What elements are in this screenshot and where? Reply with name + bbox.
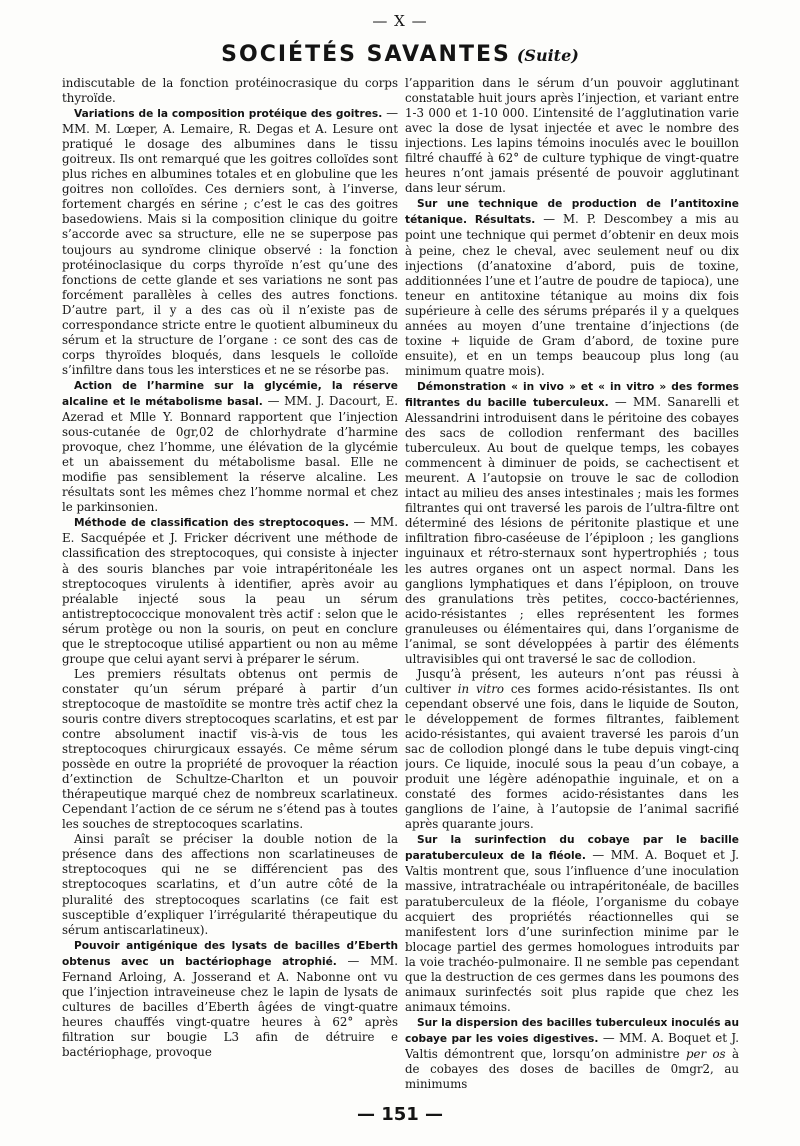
text-run: — MM. A. Boquet et J. Valtis démontrent que, lorsqu’on administre <box>405 1030 739 1061</box>
article-heading: Sur la surinfection du cobaye par le bacille paratuberculeux de la fléole. <box>405 834 739 863</box>
article-body: — MM. Sanarelli et Alessandrini introduisent dans le péritoine des cobayes des sacs de collodion renfermant des bacilles tuberculeux. Au bout de quelque temps, les cobayes commencent à diminuer de poids, se cachectisent et meurent. A l’autopsie on trouve le sac de collodion intact au milieu des anses intestinales ; mais les formes filtrantes qui ont traversé les parois de l’ultra-filtre ont déterminé des lésions de péritonite plastique et une infiltration fibro-caséeuse de l’épiploon ; les ganglions inguinaux et rétro-sternaux sont hypertrophiés ; tous les autres organes ont un aspect normal. Dans les ganglions lymphatiques et dans l’épiploon, on trouve des granulations très petites, cocco-bactériennes, acido-résistantes ; elles représentent les formes granuleuses ou élémentaires qui, dans l’organisme de l’animal, se sont développées à partir des éléments ultravisibles qui ont traversé le sac de collodion. <box>405 394 739 666</box>
article-body: — MM. A. Boquet et J. Valtis montrent que, sous l’influence d’une inoculation massive, intratrachéale ou intrapéritonéale, de bacilles paratuberculeux de la fléole, l’organisme du cobaye acquiert des propriétés réactionnelles qui se manifestent lors d’une surinfection minime par le blocage partiel des germes homologues introduits par la voie trachéo-pulmonaire. Il ne semble pas cependant que la destruction de ces germes dans les poumons des animaux surinfectés soit plus rapide que chez les animaux témoins. <box>405 848 739 1014</box>
article-surinfection <box>405 832 739 1015</box>
article-heading: Action de l’harmine sur la glycémie, la réserve alcaline et le métabolisme basal. <box>62 379 398 408</box>
left-column <box>62 76 398 1096</box>
article-eberth <box>62 938 398 1060</box>
page-number: — 151 — <box>356 1104 444 1125</box>
article-streptocoques <box>62 515 398 666</box>
paragraph: l’apparition dans le sérum d’un pouvoir agglutinant constatable huit jours après l’injection, et variant entre 1-3 000 et 1-10 000. L’intensité de l’agglutination varie avec la dose de lysat injectée et avec le nombre des injections. Les lapins témoins inoculés avec le bouillon filtré chauffé à 62° de culture typhique de vingt-quatre heures n’ont jamais présenté de pouvoir agglutinant dans leur sérum. <box>405 76 739 196</box>
article-body: — MM. M. Lœper, A. Lemaire, R. Degas et A. Lesure ont pratiqué le dosage des albumines dans le tissu goitreux. Ils ont remarqué que les goitres colloïdes sont plus riches en albumines totales et en globuline que les goitres non colloïdes. Ces derniers sont, à l’inverse, fortement chargés en sérine ; c’est le cas des goitres basedowiens. Mais si la composition clinique du goitre s’accorde avec sa structure, elle ne se superpose pas toujours au syndrome clinique observé : la fonction protéinoclasique du corps thyroïde n’est qu’une des fonctions de cette glande et ses variations ne sont pas forcément parallèles à celles des autres fonctions. D’autre part, il y a des cas où il n’existe pas de correspondance stricte entre le quotient albumineux du sérum et la structure de l’organe : ce sont des cas de corps thyroïdes bloqués, dans lesquels le colloïde s’infiltre dans tous les interstices et ne se résorbe pas. <box>62 106 398 377</box>
italic-text: per os <box>685 1047 726 1061</box>
article-formes-filtrantes <box>405 379 739 667</box>
right-column <box>405 76 739 1096</box>
section-title <box>0 42 800 67</box>
article-antitoxine <box>405 196 739 379</box>
section-title-suite: (Suite) <box>516 46 579 65</box>
article-heading: Démonstration « in vivo » et « in vitro » des formes filtrantes du bacille tuberculeux. <box>405 380 739 409</box>
section-title-text: SOCIÉTÉS SAVANTES <box>221 42 511 67</box>
text-run: Jusqu’à présent, les auteurs n’ont pas réussi à cultiver <box>405 666 739 696</box>
text-run: à de cobayes des doses de bacilles de 0mgr2, au minimums <box>405 1047 739 1092</box>
article-heading: Variations de la composition protéique des goitres. <box>74 108 383 121</box>
paragraph <box>405 667 739 833</box>
article-heading: Pouvoir antigénique des lysats de bacilles d’Eberth obtenus avec un bactériophage atrophié. <box>62 939 398 968</box>
article-body: — MM. J. Dacourt, E. Azerad et Mlle Y. Bonnard rapportent que l’injection sous-cutanée de 0gr,02 de chlorhydrate d’harmine provoque, chez l’homme, une élévation de la glycémie et un abaissement du métabolisme basal. Elle ne modifie pas sensiblement la réserve alcaline. Les résultats sont les mêmes chez l’homme normal et chez le parkinsonien. <box>62 393 398 515</box>
text-run: ces formes acido-résistantes. Ils ont cependant observé une fois, dans le liquide de Souton, le développement de formes filtrantes, faiblement acido-résistantes, qui avaient traversé les parois d’un sac de collodion plongé dans le tube depuis vingt-cinq jours. Ce liquide, inoculé sous la peau d’un cobaye, a produit une légère adénopathie inguinale, et on a constaté des formes acido-résistantes dans les ganglions de l’aine, à l’autopsie de l’animal sacrifié après quarante jours. <box>405 681 739 832</box>
article-harmine <box>62 378 398 515</box>
article-heading: Sur une technique de production de l’antitoxine tétanique. Résultats. <box>405 198 739 227</box>
article-dispersion <box>405 1015 739 1092</box>
italic-text: in vitro <box>457 681 504 696</box>
paragraph: Les premiers résultats obtenus ont permis de constater qu’un sérum préparé à partir d’un streptocoque de mastoïdite se montre très actif chez la souris contre divers streptocoques scarlatins, et est par contre absolument inactif vis-à-vis de tous les streptocoques chirurgicaux essayés. Ce même sérum possède en outre la propriété de provoquer la réaction d’extinction de Schultze-Charlton et un pouvoir thérapeutique marqué chez de nombreux scarlatineux. Cependant l’action de ce sérum ne s’étend pas à toutes les souches de streptocoques scarlatins. <box>62 666 398 832</box>
article-body: — M. P. Descombey a mis au point une technique qui permet d’obtenir en deux mois à peine, chez le cheval, avec seulement neuf ou dix injections (d’anatoxine d’abord, puis de toxine, additionnées l’une et l’autre de poudre de tapioca), une teneur en antitoxine tétanique au moins dix fois supérieure à celle des sérums préparés il y a quelques années au moyen d’une trentaine d’injections (de toxine + liquide de Gram d’abord, de toxine pure ensuite), et en un temps beaucoup plus long (au minimum quatre mois). <box>405 212 739 378</box>
article-heading: Méthode de classification des streptocoques. <box>74 517 349 530</box>
article-heading: Sur la dispersion des bacilles tuberculeux inoculés au cobaye par les voies digestives. <box>405 1016 739 1045</box>
article-goitres <box>62 106 398 378</box>
article-body: — MM. E. Sacquépée et J. Fricker décrivent une méthode de classification des streptocoques, qui consiste à injecter à des souris blanches par voie intrapéritonéale les streptocoques virulents à identifier, après avoir au préalable injecté sous la peau un sérum antistreptococcique monovalent très actif : selon que le sérum protège ou non la souris, on peut en conclure que le streptocoque utilisé appartient ou non au même groupe que celui ayant servi à préparer le sérum. <box>62 515 398 666</box>
article-body: — MM. Fernand Arloing, A. Josserand et A. Nabonne ont vu que l’injection intraveineuse chez le lapin de lysats de cultures de bacilles d’Eberth âgées de vingt-quatre heures chauffés vingt-quatre heures à 62° après filtration sur bougie L3 afin de détruire e bactériophage, provoque <box>62 953 398 1059</box>
paragraph: indiscutable de la fonction protéinocrasique du corps thyroïde. <box>62 76 398 106</box>
page-roman-numeral: — X — <box>372 12 428 30</box>
paragraph: Ainsi paraît se préciser la double notion de la présence dans des affections non scarlatineuses de streptocoques qui ne se différencient pas des streptocoques scarlatins, et d’un autre côté de la pluralité des streptocoques scarlatins (ce fait est susceptible d’expliquer l’irrégularité thérapeutique du sérum antiscarlatineux). <box>62 832 398 937</box>
